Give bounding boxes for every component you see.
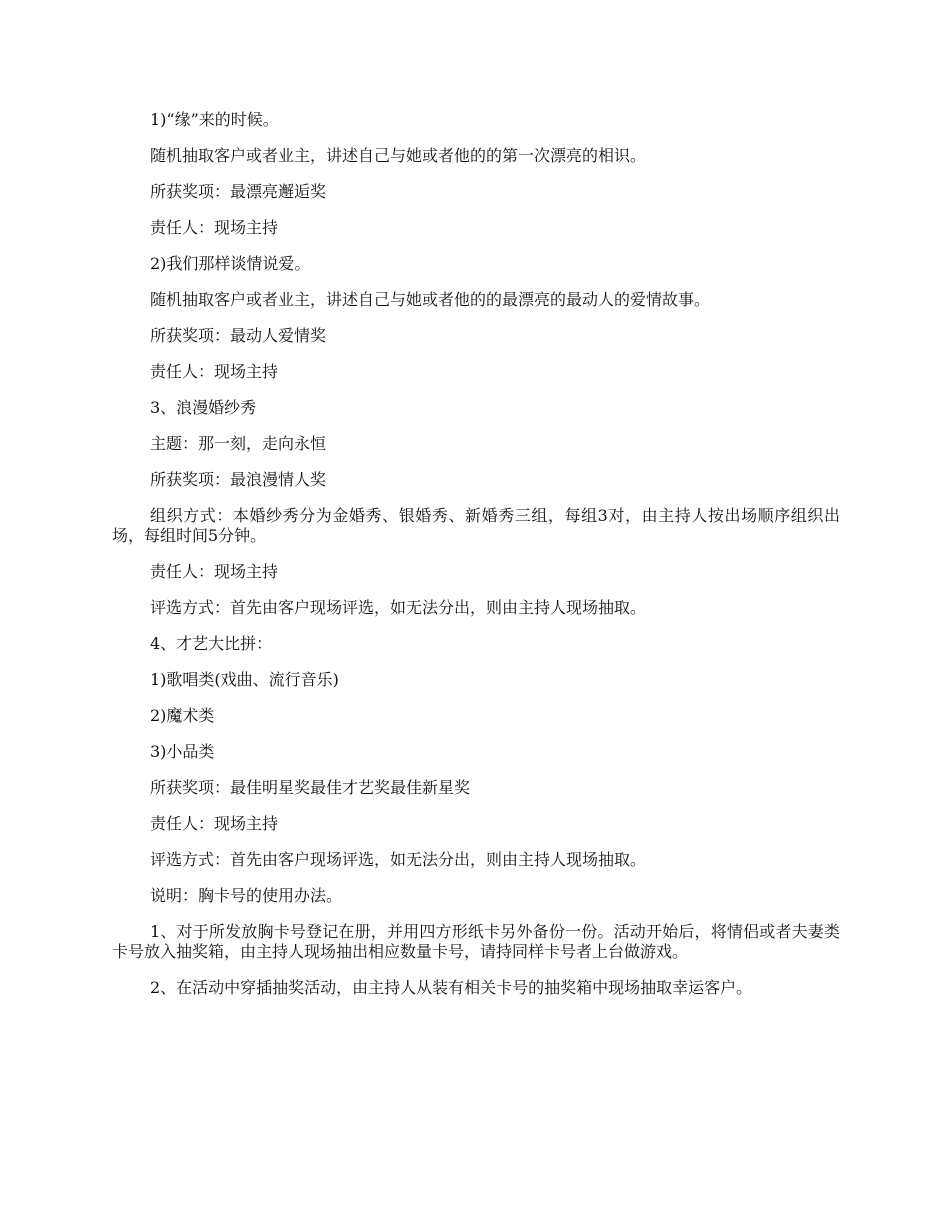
paragraph: 所获奖项：最动人爱情奖: [150, 326, 327, 345]
paragraph: 随机抽取客户或者业主，讲述自己与她或者他的的最漂亮的最动人的爱情故事。: [150, 290, 711, 309]
paragraph: 责任人：现场主持: [150, 362, 279, 381]
paragraph: 所获奖项：最浪漫情人奖: [150, 470, 327, 489]
paragraph: 所获奖项：最佳明星奖最佳才艺奖最佳新星奖: [150, 778, 471, 797]
paragraph: 1)“缘”来的时候。: [150, 110, 279, 129]
paragraph: 2)魔术类: [150, 706, 215, 725]
paragraph: 所获奖项：最漂亮邂逅奖: [150, 182, 327, 201]
paragraph: 随机抽取客户或者业主，讲述自己与她或者他的的第一次漂亮的相识。: [150, 146, 647, 165]
paragraph: 主题：那一刻，走向永恒: [150, 434, 327, 453]
paragraph: 3)小品类: [150, 742, 215, 761]
paragraph: 评选方式：首先由客户现场评选，如无法分出，则由主持人现场抽取。: [150, 598, 647, 617]
paragraph: 4、才艺大比拼：: [150, 634, 273, 653]
document-body: [112, 110, 840, 1014]
paragraph: 责任人：现场主持: [150, 218, 279, 237]
paragraph: 1、对于所发放胸卡号登记在册，并用四方形纸卡另外备份一份。活动开始后，将情侣或者夫妻类卡号放入抽奖箱，由主持人现场抽出相应数量卡号，请持同样卡号者上台做游戏。: [112, 922, 840, 961]
paragraph: 说明：胸卡号的使用办法。: [150, 886, 343, 905]
paragraph: 2、在活动中穿插抽奖活动，由主持人从装有相关卡号的抽奖箱中现场抽取幸运客户。: [150, 978, 753, 997]
paragraph: 责任人：现场主持: [150, 562, 279, 581]
paragraph: 2)我们那样谈情说爱。: [150, 254, 311, 273]
paragraph: 组织方式：本婚纱秀分为金婚秀、银婚秀、新婚秀三组，每组3对，由主持人按出场顺序组织出场，每组时间5分钟。: [112, 506, 840, 545]
paragraph: 3、浪漫婚纱秀: [150, 398, 257, 417]
paragraph: 1)歌唱类(戏曲、流行音乐): [150, 670, 339, 689]
paragraph: 责任人：现场主持: [150, 814, 279, 833]
paragraph: 评选方式：首先由客户现场评选，如无法分出，则由主持人现场抽取。: [150, 850, 647, 869]
